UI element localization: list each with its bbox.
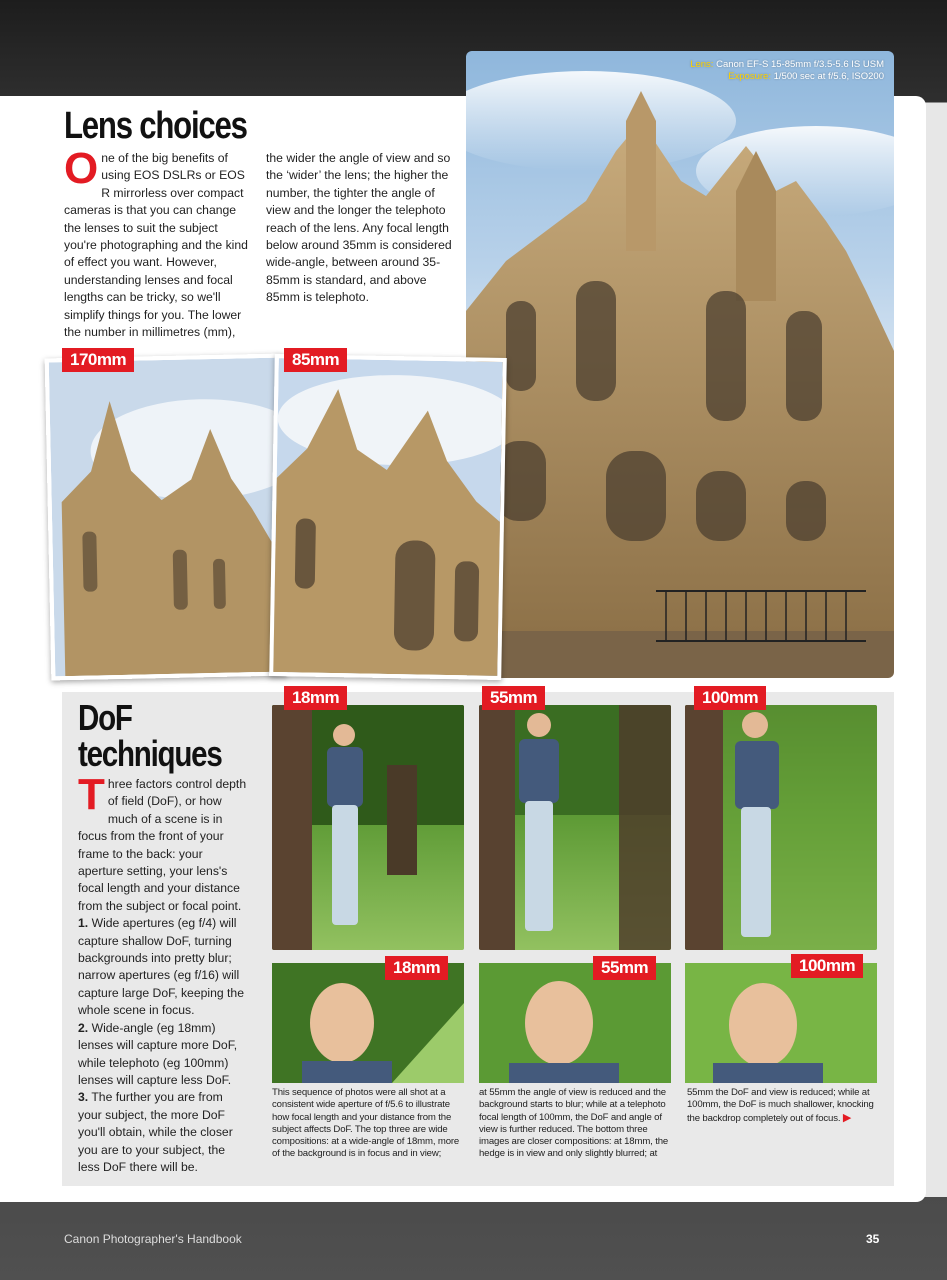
closeup-55mm [479,963,671,1083]
dof-point-2: 2. Wide-angle (eg 18mm) lenses will capture more DoF, while telephoto (eg 100mm) lenses will capture less DoF. [78,1020,238,1087]
closeup-100mm-illustration [685,963,877,1083]
tower-85mm-illustration [273,358,502,676]
portrait-100mm-wide [685,705,877,950]
tag-18mm-top: 18mm [284,686,347,710]
photo-170mm [45,354,288,681]
end-marker-icon: ▶ [842,1111,852,1124]
dof-point-3: 3. The further you are from your subject, the more DoF you'll obtain, while the closer you are to your subject, the less DoF there will be. [78,1090,233,1174]
closeup-100mm [685,963,877,1083]
caption-col3: 55mm the DoF and view is reduced; while at 100mm, the DoF is much shallower, knocking the backdrop completely out of focus. ▶ [687,1087,874,1124]
closeup-55mm-illustration [479,963,671,1083]
exif-caption [690,59,884,83]
tower-170mm-illustration [49,358,284,677]
exif-lens-label: Lens: [690,59,714,70]
portrait-55mm-wide [479,705,671,950]
caption-col1: This sequence of photos were all shot at a consistent wide aperture of f/5.6 to illustrate how focal length and your distance from the subject affects DoF. The top three are wide compositions: at a wide-angle of 18mm, more of the background is in focus and in view; [272,1087,460,1160]
dof-title-line2: techniques [78,733,222,774]
dof-drop-cap: T [78,770,105,819]
dof-body [78,770,248,1176]
dof-title-line1: DoF [78,697,132,738]
tag-18mm-bottom: 18mm [385,956,448,980]
exif-exposure-value: 1/500 sec at f/5.6, ISO200 [773,71,884,82]
tag-170mm: 170mm [62,348,134,372]
caption-col2: at 55mm the angle of view is reduced and the background starts to blur; while at a telephoto focal length of 100mm, the DoF and angle of view is further reduced. The bottom three images are closer compositions: at 18mm, the hedge is in view and only slightly blurred; at [479,1087,669,1160]
portrait-100mm-illustration [685,705,877,950]
closeup-18mm-illustration [272,963,464,1083]
tag-55mm-top: 55mm [482,686,545,710]
lens-intro-col1 [64,144,248,341]
tag-85mm: 85mm [284,348,347,372]
cathedral-main-photo [466,51,894,678]
tag-100mm-bottom: 100mm [791,954,863,978]
lens-section-title: Lens choices [64,105,247,147]
footer-page-number: 35 [866,1232,880,1246]
portrait-55mm-illustration [479,705,671,950]
tag-100mm-top: 100mm [694,686,766,710]
tag-55mm-bottom: 55mm [593,956,656,980]
photo-85mm [269,354,507,680]
lens-intro-text: ne of the big benefits of using EOS DSLRs or EOS R mirrorless over compact cameras is that you can change the lenses to suit the subject you're photographing and the kind of effect you want. However, understanding lenses and focal lengths can be tricky, so we'll simplify things for you. The lower the number in millimetres (mm), [64,151,248,340]
exif-lens-value: Canon EF-S 15-85mm f/3.5-5.6 IS USM [716,59,884,70]
exif-exposure-label: Exposure: [728,71,771,82]
lens-intro-col2: the wider the angle of view and so the ‘wider’ the lens; the higher the number, the tighter the angle of view and the longer the telephoto reach of the lens. Any focal length below around 35mm is considered wide-angle, between around 35-85mm is standard, and above 85mm is telephoto. [266,151,452,305]
portrait-18mm-illustration [272,705,464,950]
drop-cap: O [64,144,99,193]
dof-point-1: 1. Wide apertures (eg f/4) will capture shallow DoF, turning backgrounds into pretty blur; narrow apertures (eg f/16) will capture large DoF, keeping the whole scene in focus. [78,916,244,1018]
portrait-18mm-wide [272,705,464,950]
cathedral-illustration [466,51,894,678]
closeup-18mm [272,963,464,1083]
dof-intro-text: hree factors control depth of field (DoF), or how much of a scene is in focus from the front of your frame to the back: your aperture setting, your lens's focal length and your distance from the subject or focal point. [78,777,247,913]
footer-publication: Canon Photographer's Handbook [64,1232,242,1246]
